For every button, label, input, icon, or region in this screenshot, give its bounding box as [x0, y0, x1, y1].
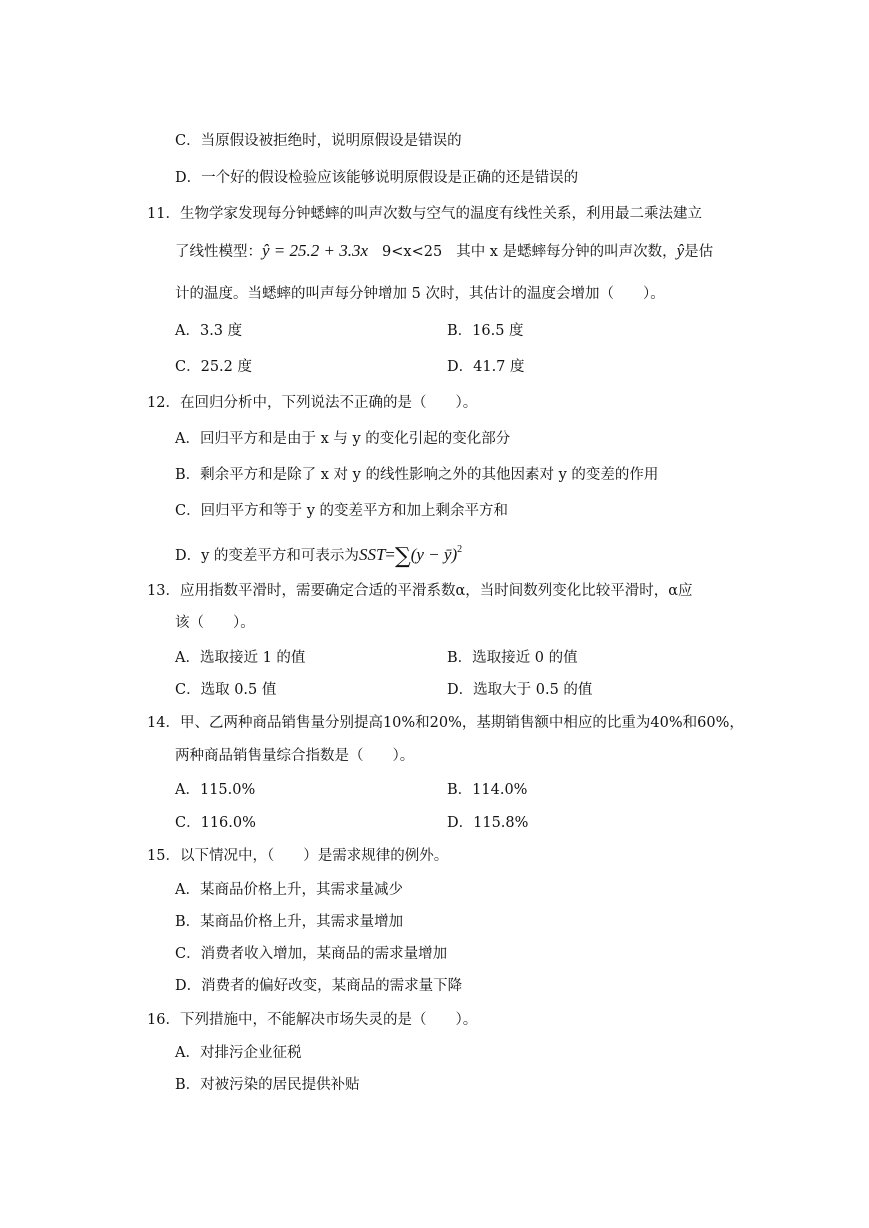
- question-text: 甲、乙两种商品销售量分别提高10%和20%，基期销售额中相应的比重为40%和60%，: [179, 715, 744, 731]
- question-11-option-c: C．25.2 度: [175, 359, 252, 375]
- question-14-stem-line2: 两种商品销售量综合指数是（ ）。: [175, 748, 415, 764]
- question-14-option-c: C．116.0%: [175, 815, 256, 831]
- question-text: 下列措施中，不能解决市场失灵的是（ ）。: [179, 1012, 478, 1028]
- question-14-stem-line1: [147, 713, 744, 733]
- question-13-stem-line1: [147, 581, 693, 601]
- question-14-option-a: A．115.0%: [175, 782, 256, 798]
- prev-option-d: D．一个好的假设检验应该能够说明原假设是正确的还是错误的: [175, 170, 579, 186]
- stem-suffix: 是估: [684, 244, 714, 260]
- question-11-stem-line3: 计的温度。当蟋蟀的叫声每分钟增加 5 次时，其估计的温度会增加（ ）。: [175, 286, 665, 302]
- question-15-option-b: B．某商品价格上升，其需求量增加: [175, 914, 404, 930]
- stem-prefix: 了线性模型：: [175, 244, 262, 260]
- question-text: 在回归分析中，下列说法不正确的是（ ）。: [179, 395, 478, 411]
- question-number: 13．: [147, 583, 180, 599]
- option-d-prefix: D．y 的变差平方和可表示为: [175, 548, 359, 564]
- regression-formula: ŷ = 25.2 + 3.3x: [262, 241, 369, 260]
- question-16-stem: [147, 1010, 477, 1030]
- question-11-option-b: B．16.5 度: [447, 323, 524, 339]
- prev-option-c: C．当原假设被拒绝时，说明原假设是错误的: [175, 133, 462, 149]
- range-text: 9<x<25: [382, 244, 443, 260]
- question-11-option-a: A．3.3 度: [175, 323, 243, 339]
- question-14-option-b: B．114.0%: [447, 782, 528, 798]
- question-14-option-d: D．115.8%: [447, 815, 529, 831]
- question-12-option-a: A．回归平方和是由于 x 与 y 的变化引起的变化部分: [175, 431, 511, 447]
- question-15-option-a: A．某商品价格上升，其需求量减少: [175, 882, 403, 898]
- question-15-option-d: D．消费者的偏好改变，某商品的需求量下降: [175, 978, 463, 994]
- summation-symbol: ∑: [395, 544, 411, 569]
- stem-middle: 其中 x 是蟋蟀每分钟的叫声次数，: [456, 244, 677, 260]
- question-15-option-c: C．消费者收入增加，某商品的需求量增加: [175, 946, 448, 962]
- question-number: 16．: [147, 1012, 180, 1028]
- question-12-option-c: C．回归平方和等于 y 的变差平方和加上剩余平方和: [175, 503, 509, 519]
- question-number: 12．: [147, 395, 180, 411]
- question-11-option-d: D．41.7 度: [447, 359, 525, 375]
- question-number: 15．: [147, 848, 180, 864]
- question-13-option-b: B．选取接近 0 的值: [447, 650, 578, 666]
- question-13-stem-line2: 该（ ）。: [175, 615, 255, 631]
- question-text: 生物学家发现每分钟蟋蟀的叫声次数与空气的温度有线性关系，利用最二乘法建立: [179, 206, 702, 222]
- yhat-symbol: ŷ: [676, 241, 685, 260]
- question-number: 11．: [147, 206, 180, 222]
- question-12-stem: [147, 393, 477, 413]
- question-16-option-b: B．对被污染的居民提供补贴: [175, 1077, 360, 1093]
- question-15-stem: [147, 846, 448, 866]
- question-13-option-d: D．选取大于 0.5 的值: [447, 682, 593, 698]
- question-16-option-a: A．对排污企业征税: [175, 1045, 302, 1061]
- question-12-option-d: [175, 540, 462, 567]
- question-text: 以下情况中，（ ）是需求规律的例外。: [179, 848, 449, 864]
- question-13-option-c: C．选取 0.5 值: [175, 682, 277, 698]
- sst-formula: SST=∑(y − ȳ)$^2$: [358, 544, 463, 569]
- question-text: 应用指数平滑时，需要确定合适的平滑系数α，当时间数列变化比较平滑时，α应: [179, 583, 693, 599]
- question-11-stem-line1: [147, 204, 702, 224]
- question-13-option-a: A．选取接近 1 的值: [175, 650, 306, 666]
- question-number: 14．: [147, 715, 180, 731]
- question-12-option-b: B．剩余平方和是除了 x 对 y 的线性影响之外的其他因素对 y 的变差的作用: [175, 467, 659, 483]
- question-11-stem-line2: [175, 241, 713, 262]
